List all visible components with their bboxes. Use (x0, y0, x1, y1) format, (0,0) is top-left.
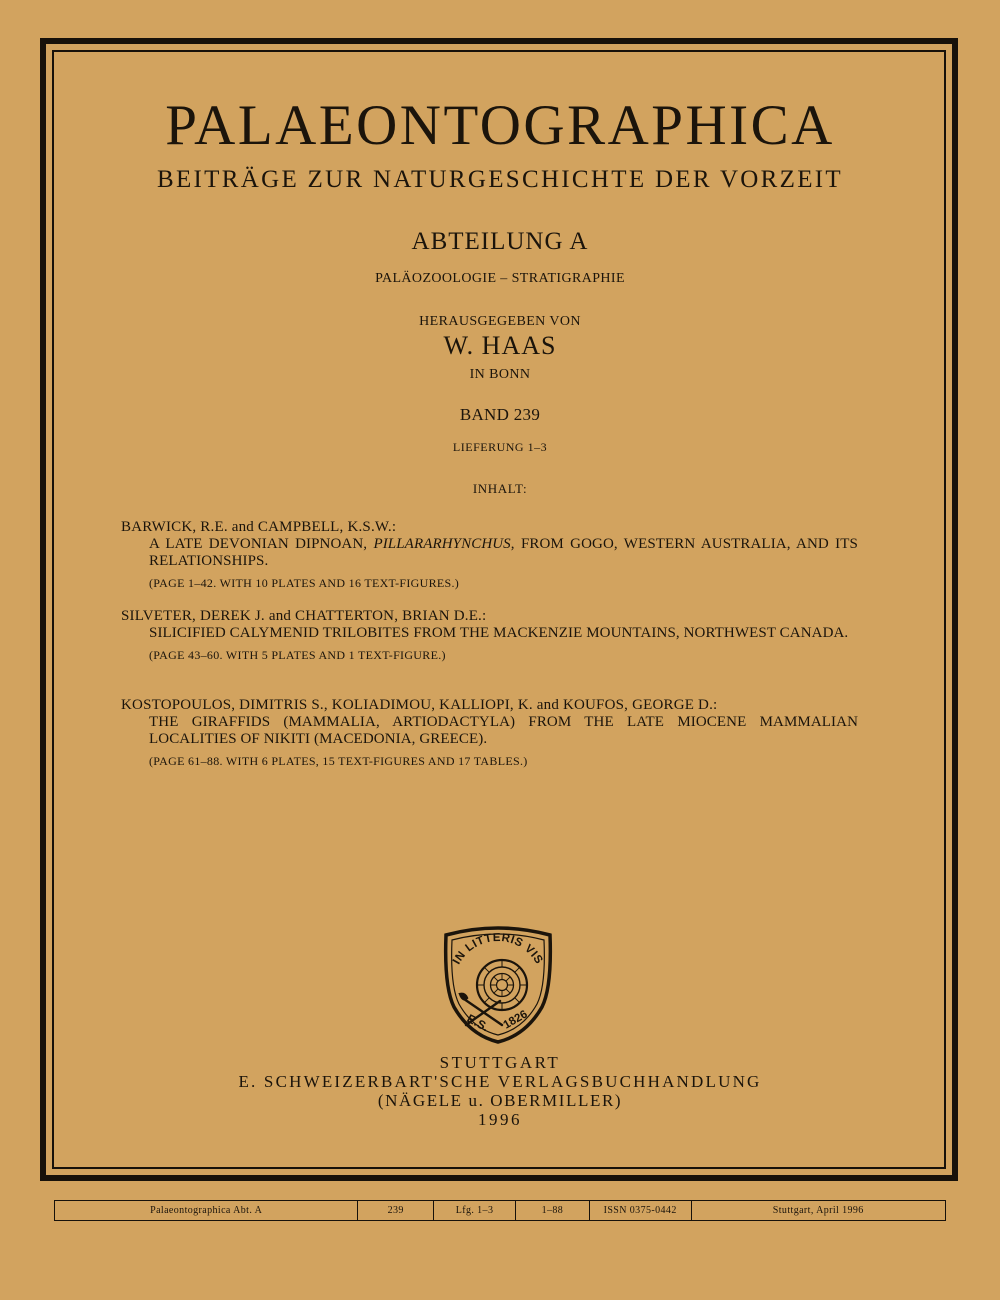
entry-note: (PAGE 61–88. WITH 6 PLATES, 15 TEXT-FIGURES AND 17 TABLES.) (149, 754, 528, 768)
contents-entry (121, 608, 858, 662)
seal-motto: IN LITTERIS VIS (450, 931, 545, 967)
editor-intro: HERAUSGEGEBEN VON (419, 314, 581, 329)
citation-journal: Palaeontographica Abt. A (55, 1201, 358, 1220)
seal-shield-outline (446, 928, 551, 1042)
publisher-city: STUTTGART (439, 1053, 561, 1072)
entry-title: SILICIFIED CALYMENID TRILOBITES FROM THE MACKENZIE MOUNTAINS, NORTHWEST CANADA. (149, 625, 849, 641)
journal-subtitle: BEITRÄGE ZUR NATURGESCHICHTE DER VORZEIT (157, 166, 843, 193)
contents-heading: INHALT: (472, 481, 528, 496)
journal-section: PALÄOZOOLOGIE – STRATIGRAPHIE (375, 271, 625, 286)
entry-title (149, 536, 858, 570)
seal-year: 1826 (501, 1008, 530, 1032)
publisher-owners: (NÄGELE u. OBERMILLER) (377, 1091, 623, 1110)
entry-title-genus: PILLARARHYNCHUS (373, 536, 511, 552)
journal-division: ABTEILUNG A (411, 228, 589, 255)
issue-number: LIEFERUNG 1–3 (452, 440, 548, 454)
entry-title: THE GIRAFFIDS (MAMMALIA, ARTIODACTYLA) FROM THE LATE MIOCENE MAMMALIAN LOCALITIES OF NIKITI (MACEDONIA, GREECE). (149, 714, 858, 747)
publisher-seal (436, 921, 560, 1045)
contents-entry (121, 697, 858, 768)
entry-title-part: A LATE DEVONIAN DIPNOAN, (149, 536, 374, 552)
citation-date: Stuttgart, April 1996 (772, 1205, 864, 1216)
volume-number: BAND 239 (459, 405, 541, 424)
editor-place: IN BONN (469, 367, 531, 382)
seal-initials: E.S. (464, 1011, 492, 1035)
citation-issue: Lfg. 1–3 (434, 1201, 516, 1220)
entry-authors: BARWICK, R.E. and CAMPBELL, K.S.W.: (121, 519, 397, 535)
publisher-name: E. SCHWEIZERBART'SCHE VERLAGSBUCHHANDLUNG (238, 1072, 762, 1091)
editor-name: W. HAAS (443, 331, 557, 360)
publication-year: 1996 (478, 1110, 522, 1129)
citation-volume: 239 (358, 1201, 434, 1220)
ammonite-icon (477, 960, 527, 1010)
entry-note: (PAGE 43–60. WITH 5 PLATES AND 1 TEXT-FIGURE.) (149, 648, 446, 662)
entry-title-part: , FROM GOGO, WESTERN AUSTRALIA, AND ITS RELATIONSHIPS. (149, 536, 858, 569)
entry-authors: SILVETER, DEREK J. and CHATTERTON, BRIAN D.E.: (121, 608, 487, 624)
contents-entry (121, 519, 858, 590)
citation-pages: 1–88 (516, 1201, 590, 1220)
citation-issn: ISSN 0375-0442 (590, 1201, 692, 1220)
entry-authors: KOSTOPOULOS, DIMITRIS S., KOLIADIMOU, KALLIOPI, K. and KOUFOS, GEORGE D.: (121, 697, 718, 713)
entry-note: (PAGE 1–42. WITH 10 PLATES AND 16 TEXT-FIGURES.) (149, 576, 460, 590)
journal-title: PALAEONTOGRAPHICA (165, 94, 835, 157)
citation-strip (54, 1200, 946, 1221)
